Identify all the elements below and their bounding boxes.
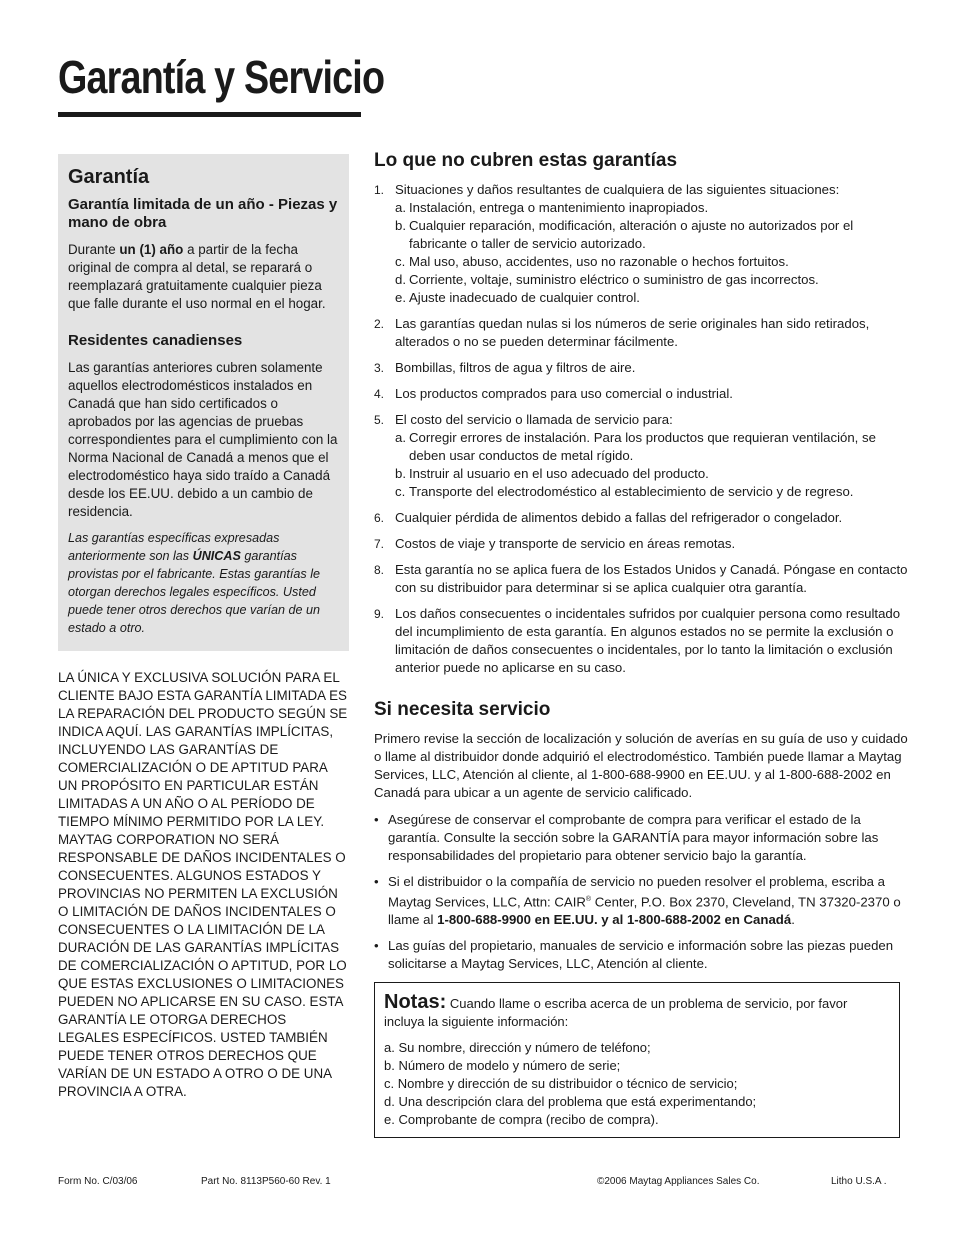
item-number: 2. bbox=[374, 317, 385, 331]
list-item: b. Número de modelo y número de serie; bbox=[384, 1058, 621, 1074]
warranty-heading: Garantía bbox=[68, 166, 150, 188]
sub-text: Instalación, entrega o mantenimiento inapropiados. bbox=[409, 200, 709, 215]
sub-letter: a. bbox=[395, 430, 406, 445]
sub-text: Instruir al usuario en el uso adecuado del producto. bbox=[409, 466, 709, 481]
bullet-text: Asegúrese de conservar el comprobante de compra para verificar el estado de la garantía. Consulte la sección sobre la GARANTÍA para mayor información sobre las responsabilidades del propietario para obtener servicio bajo la garantía. bbox=[388, 812, 879, 863]
item-number: 4. bbox=[374, 387, 385, 401]
item-number: 6. bbox=[374, 511, 385, 525]
footer bbox=[58, 1176, 896, 1190]
bullet-icon: • bbox=[374, 874, 379, 889]
sub-item bbox=[395, 271, 914, 289]
bullet-icon: • bbox=[374, 812, 379, 827]
limited-warranty-text bbox=[68, 241, 339, 313]
sub-item bbox=[395, 289, 914, 307]
copyright: ©2006 Maytag Appliances Sales Co. bbox=[597, 1176, 760, 1187]
item-number: 1. bbox=[374, 183, 385, 197]
exclusions-heading: Lo que no cubren estas garantías bbox=[374, 150, 678, 171]
sub-item bbox=[395, 429, 914, 465]
list-item bbox=[374, 411, 914, 501]
list-item: d. Una descripción clara del problema que está experimentando; bbox=[384, 1094, 757, 1110]
sub-letter: e. bbox=[395, 290, 406, 305]
item-text: Las garantías quedan nulas si los números de serie originales han sido retirados, alterados o no se pueden determinar fácilmente. bbox=[395, 316, 870, 349]
page-title: Garantía y Servicio bbox=[58, 51, 385, 103]
item-text: El costo del servicio o llamada de servicio para: bbox=[395, 412, 673, 427]
right-column bbox=[374, 150, 914, 1138]
bullet-text: Si el distribuidor o la compañía de servicio no pueden resolver el problema, escriba a Maytag Services, LLC, Attn: CAIR bbox=[388, 874, 885, 910]
list-item bbox=[374, 359, 914, 377]
sub-text: Mal uso, abuso, accidentes, uso no razonable o hechos fortuitos. bbox=[409, 254, 789, 269]
legal-disclaimer: LA ÚNICA Y EXCLUSIVA SOLUCIÓN PARA EL CLIENTE BAJO ESTA GARANTÍA LIMITADA ES LA REPARACIÓN DEL PRODUCTO SEGÚN SE INDICA AQUÍ. LAS GARANTÍAS IMPLÍCITAS, INCLUYENDO LAS GARANTÍAS DE COMERCIALIZACIÓN O DE APTITUD PARA UN PROPÓSITO EN PARTICULAR ESTÁN LIMITADAS A UN AÑO O AL PERÍODO DE TIEMPO MÍNIMO PERMITIDO POR LA LEY. MAYTAG CORPORATION NO SERÁ RESPONSABLE DE DAÑOS INCIDENTALES O CONSECUENTES. ALGUNOS ESTADOS Y PROVINCIAS NO PERMITEN LA EXCLUSIÓN O LIMITACIÓN DE DAÑOS INCIDENTALES O CONSECUENTES O LA LIMITACIÓN DE LA DURACIÓN DE LAS GARANTÍAS IMPLÍCITAS DE COMERCIALIZACIÓN O APTITUD, POR LO QUE ESTAS EXCLUSIONES O LIMITACIONES PUEDEN NO APLICARSE EN SU CASO. ESTA GARANTÍA LE OTORGA DERECHOS LEGALES ESPECÍFICOS. USTED TAMBIÉN PUEDE TENER OTROS DERECHOS QUE VARÍAN DE UN ESTADO A OTRO O DE UNA PROVINCIA A OTRA. bbox=[58, 670, 348, 1099]
list-item bbox=[374, 509, 914, 527]
item-text: Bombillas, filtros de agua y filtros de aire. bbox=[395, 360, 636, 375]
list-item bbox=[374, 873, 914, 929]
exclusions-list bbox=[374, 181, 914, 677]
limited-text-post: a partir de la fecha original de compra al detal, se reparará o reemplazará gratuitamente cualquier pieza que falle durante el uso normal en el hogar. bbox=[68, 242, 326, 311]
note-pre: Las garantías específicas expresadas anteriormente son las bbox=[68, 531, 280, 563]
list-item: a. Su nombre, dirección y número de teléfono; bbox=[384, 1040, 651, 1056]
notes-intro-text: Cuando llame o escriba acerca de un problema de servicio, por favor incluya la siguiente información: bbox=[384, 996, 848, 1030]
litho: Litho U.S.A . bbox=[831, 1176, 887, 1187]
sub-list bbox=[395, 199, 914, 307]
list-item bbox=[374, 811, 914, 865]
bullet-text-mid: Center, P.O. Box 2370, Cleveland, TN 37320-2370 o llame al bbox=[388, 894, 901, 928]
sub-item bbox=[395, 217, 914, 253]
item-number: 7. bbox=[374, 537, 385, 551]
sub-text: Transporte del electrodoméstico al establecimiento de servicio y de regreso. bbox=[409, 484, 854, 499]
form-number: Form No. C/03/06 bbox=[58, 1176, 138, 1187]
bullet-text: Las guías del propietario, manuales de servicio e información sobre las piezas pueden solicitarse a Maytag Services, LLC, Atención al cliente. bbox=[388, 938, 894, 972]
item-text: Situaciones y daños resultantes de cualquiera de las siguientes situaciones: bbox=[395, 182, 840, 197]
list-item bbox=[374, 385, 914, 403]
notes-box bbox=[374, 982, 900, 1138]
notes-list bbox=[384, 1039, 890, 1129]
list-item bbox=[374, 937, 914, 973]
item-number: 9. bbox=[374, 607, 385, 621]
sub-item bbox=[395, 253, 914, 271]
list-item: e. Comprobante de compra (recibo de compra). bbox=[384, 1112, 659, 1128]
item-number: 3. bbox=[374, 361, 385, 375]
service-heading: Si necesita servicio bbox=[374, 699, 551, 720]
part-number: Part No. 8113P560-60 Rev. 1 bbox=[201, 1176, 331, 1187]
sub-item bbox=[395, 199, 914, 217]
canada-text: Las garantías anteriores cubren solamente aquellos electrodomésticos instalados en Canadá que han sido certificados o aprobados por las agencias de pruebas correspondientes para el cumplimiento con la Norma Nacional de Canadá a menos que el electrodoméstico haya sido traído a Canadá desde los EE.UU. debido a un cambio de residencia. bbox=[68, 360, 338, 519]
list-item bbox=[374, 181, 914, 307]
list-item bbox=[374, 535, 914, 553]
limited-warranty-heading: Garantía limitada de un año - Piezas y mano de obra bbox=[68, 196, 338, 231]
sub-list bbox=[395, 429, 914, 501]
sub-text: Ajuste inadecuado de cualquier control. bbox=[409, 290, 640, 305]
notes-intro bbox=[384, 993, 890, 1031]
sub-letter: a. bbox=[395, 200, 406, 215]
item-number: 8. bbox=[374, 563, 385, 577]
warranty-note bbox=[68, 529, 339, 637]
canada-heading: Residentes canadienses bbox=[68, 332, 243, 349]
list-item bbox=[374, 315, 914, 351]
bullet-text-end: . bbox=[791, 912, 795, 928]
limited-text-pre: Durante bbox=[68, 242, 120, 257]
sub-letter: d. bbox=[395, 272, 406, 287]
sub-text: Corriente, voltaje, suministro eléctrico o suministro de gas incorrectos. bbox=[409, 272, 819, 287]
list-item bbox=[374, 605, 914, 677]
note-post: garantías provistas por el fabricante. Estas garantías le otorgan derechos legales específicos. Usted puede tener otros derechos que varían de un estado a otro. bbox=[68, 549, 321, 635]
warranty-box bbox=[58, 154, 349, 651]
list-item bbox=[374, 561, 914, 597]
sub-letter: c. bbox=[395, 484, 406, 499]
service-bullets bbox=[374, 811, 914, 973]
sub-item bbox=[395, 483, 914, 501]
item-number: 5. bbox=[374, 413, 385, 427]
sub-letter: b. bbox=[395, 218, 406, 233]
sub-item bbox=[395, 465, 914, 483]
note-bold: ÚNICAS bbox=[192, 549, 241, 563]
list-item: c. Nombre y dirección de su distribuidor o técnico de servicio; bbox=[384, 1076, 738, 1092]
notes-title: Notas: bbox=[384, 991, 447, 1014]
bullet-icon: • bbox=[374, 938, 379, 954]
sub-text: Cualquier reparación, modificación, alteración o ajuste no autorizados por el fabricante o taller de servicio autorizado. bbox=[409, 218, 854, 251]
sub-letter: c. bbox=[395, 254, 406, 269]
sub-text: Corregir errores de instalación. Para los productos que requieran ventilación, se deben usar conductos de metal rígido. bbox=[409, 430, 876, 463]
item-text: Esta garantía no se aplica fuera de los Estados Unidos y Canadá. Póngase en contacto con su distribuidor para determinar si se aplica cualquier otra garantía. bbox=[395, 562, 908, 595]
sub-letter: b. bbox=[395, 466, 406, 481]
item-text: Los daños consecuentes o incidentales sufridos por cualquier persona como resultado del incumplimiento de esta garantía. En algunos estados no se permite la exclusión o limitación de daños consecuentes o incidentales, por lo tanto la limitación o exclusión anterior puede no aplicarse en su caso. bbox=[395, 606, 901, 675]
item-text: Los productos comprados para uso comercial o industrial. bbox=[395, 386, 733, 401]
bullet-phone-bold: 1-800-688-9900 en EE.UU. y al 1-800-688-2002 en Canadá bbox=[437, 912, 792, 928]
registered-mark: ® bbox=[585, 896, 592, 903]
service-intro: Primero revise la sección de localización y solución de averías en su guía de uso y cuidado o llame al distribuidor donde adquirió el electrodoméstico. También puede llamar a Maytag Services, LLC, Atención al cliente, al 1-800-688-9900 en EE.UU. y al 1-800-688-2002 en Canadá para ubicar a un agente de servicio calificado. bbox=[374, 731, 908, 800]
item-text: Costos de viaje y transporte de servicio en áreas remotas. bbox=[395, 536, 736, 551]
title-rule bbox=[58, 112, 361, 117]
limited-text-bold: un (1) año bbox=[119, 242, 184, 257]
left-column bbox=[58, 154, 349, 1101]
item-text: Cualquier pérdida de alimentos debido a fallas del refrigerador o congelador. bbox=[395, 510, 843, 525]
